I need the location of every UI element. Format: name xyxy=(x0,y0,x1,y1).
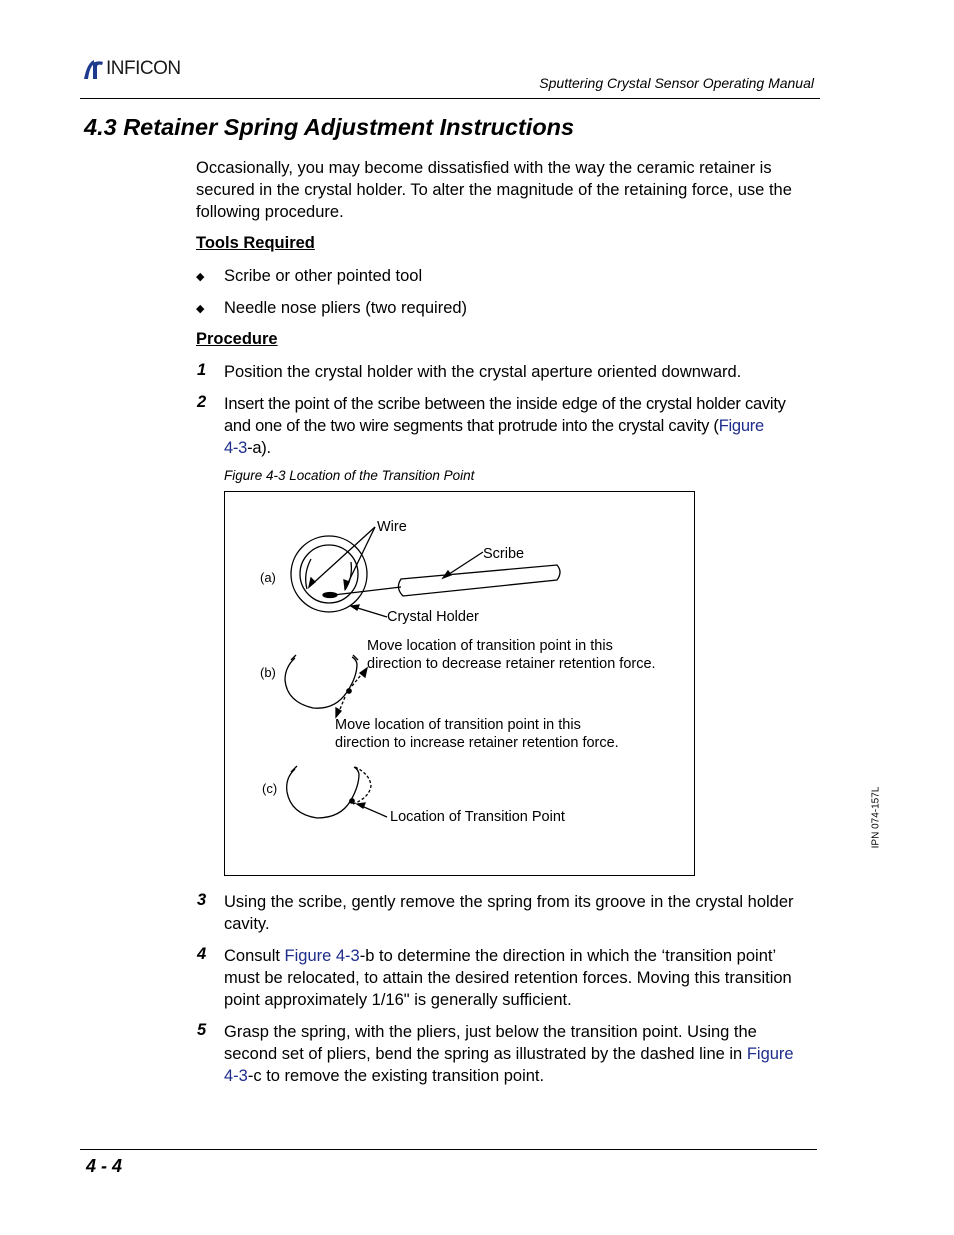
transition-point-label: Location of Transition Point xyxy=(390,809,565,825)
ipn-side-note: IPN 074-157L xyxy=(870,786,882,849)
tool-item: Scribe or other pointed tool xyxy=(224,267,423,285)
step-line: must be relocated, to attain the desired retention forces. Moving this transition xyxy=(224,969,792,987)
figure-4-3 xyxy=(224,491,695,876)
tools-heading: Tools Required xyxy=(196,234,315,252)
step-line: cavity. xyxy=(224,915,270,933)
inficon-logo xyxy=(82,58,181,80)
step-line xyxy=(224,1065,824,1087)
page-number: 4 - 4 xyxy=(86,1156,123,1176)
increase-label-line2: direction to increase retainer retention force. xyxy=(335,735,619,751)
step-line xyxy=(224,945,824,967)
figure-link[interactable]: 4-3 xyxy=(224,1067,248,1085)
step-text xyxy=(224,891,824,935)
figure-caption: Figure 4-3 Location of the Transition Point xyxy=(224,468,475,483)
panel-c-label: (c) xyxy=(262,781,278,796)
intro-line: Occasionally, you may become dissatisfied with the way the ceramic retainer is xyxy=(196,159,772,177)
step-line-part: and one of the two wire segments that protrude into the crystal cavity ( xyxy=(224,417,719,435)
step-line-part: -c to remove the existing transition point. xyxy=(247,1067,545,1085)
step-number: 4 xyxy=(197,945,207,963)
step-line-part: -a). xyxy=(247,439,271,457)
manual-title: Sputtering Crystal Sensor Operating Manual xyxy=(539,75,814,91)
step-line: Grasp the spring, with the pliers, just below the transition point. Using the xyxy=(224,1023,757,1041)
step-line-part: Consult xyxy=(224,947,285,965)
step-line: Using the scribe, gently remove the spring from its groove in the crystal holder xyxy=(224,893,794,911)
crystal-holder-outer xyxy=(291,536,367,612)
step-text xyxy=(224,1021,824,1087)
crystal-holder-label: Crystal Holder xyxy=(387,609,479,625)
tool-item: Needle nose pliers (two required) xyxy=(224,299,468,317)
figure-link[interactable]: 4-3 xyxy=(224,439,248,457)
step-number: 1 xyxy=(197,361,207,379)
decrease-label-line1: Move location of transition point in this xyxy=(367,638,613,654)
figure-link[interactable]: Figure 4-3 xyxy=(284,947,360,965)
panel-b-label: (b) xyxy=(260,665,276,680)
bullet-icon: ◆ xyxy=(196,303,205,315)
decrease-label-line2: direction to decrease retainer retention force. xyxy=(367,656,656,672)
step-line-part: -b to determine the direction in which the ‘transition point’ xyxy=(359,947,777,965)
logo-text: INFICON xyxy=(106,58,181,79)
intro-line: following procedure. xyxy=(196,203,344,221)
panel-a-label: (a) xyxy=(260,570,276,585)
step-line-part: second set of pliers, bend the spring as illustrated by the dashed line in xyxy=(224,1045,747,1063)
intro-paragraph xyxy=(196,157,826,223)
intro-line: secured in the crystal holder. To alter the magnitude of the retaining force, use the xyxy=(196,181,792,199)
step-number: 3 xyxy=(197,891,207,909)
step-text xyxy=(224,393,824,459)
footer-rule xyxy=(80,1149,817,1150)
step-line: point approximately 1/16" is generally sufficient. xyxy=(224,991,572,1009)
step-text: Position the crystal holder with the crystal aperture oriented downward. xyxy=(224,363,742,381)
figure-link[interactable]: Figure xyxy=(746,1045,794,1063)
step-number: 5 xyxy=(197,1021,207,1039)
step-text xyxy=(224,945,824,1011)
increase-label-line1: Move location of transition point in this xyxy=(335,717,581,733)
scribe-label: Scribe xyxy=(483,546,525,562)
step-line xyxy=(224,1043,824,1065)
procedure-heading: Procedure xyxy=(196,330,278,348)
section-title: 4.3 Retainer Spring Adjustment Instructions xyxy=(84,114,575,140)
bullet-icon: ◆ xyxy=(196,271,205,283)
step-line xyxy=(224,437,824,459)
step-number: 2 xyxy=(197,393,207,411)
figure-link[interactable]: Figure xyxy=(718,417,764,435)
step-line xyxy=(224,415,824,437)
wire-label: Wire xyxy=(377,519,407,535)
step-line: Insert the point of the scribe between the inside edge of the crystal holder cavity xyxy=(224,395,786,413)
header-rule xyxy=(80,98,820,99)
scribe-shape xyxy=(398,565,560,596)
inficon-logo-icon xyxy=(82,58,104,80)
